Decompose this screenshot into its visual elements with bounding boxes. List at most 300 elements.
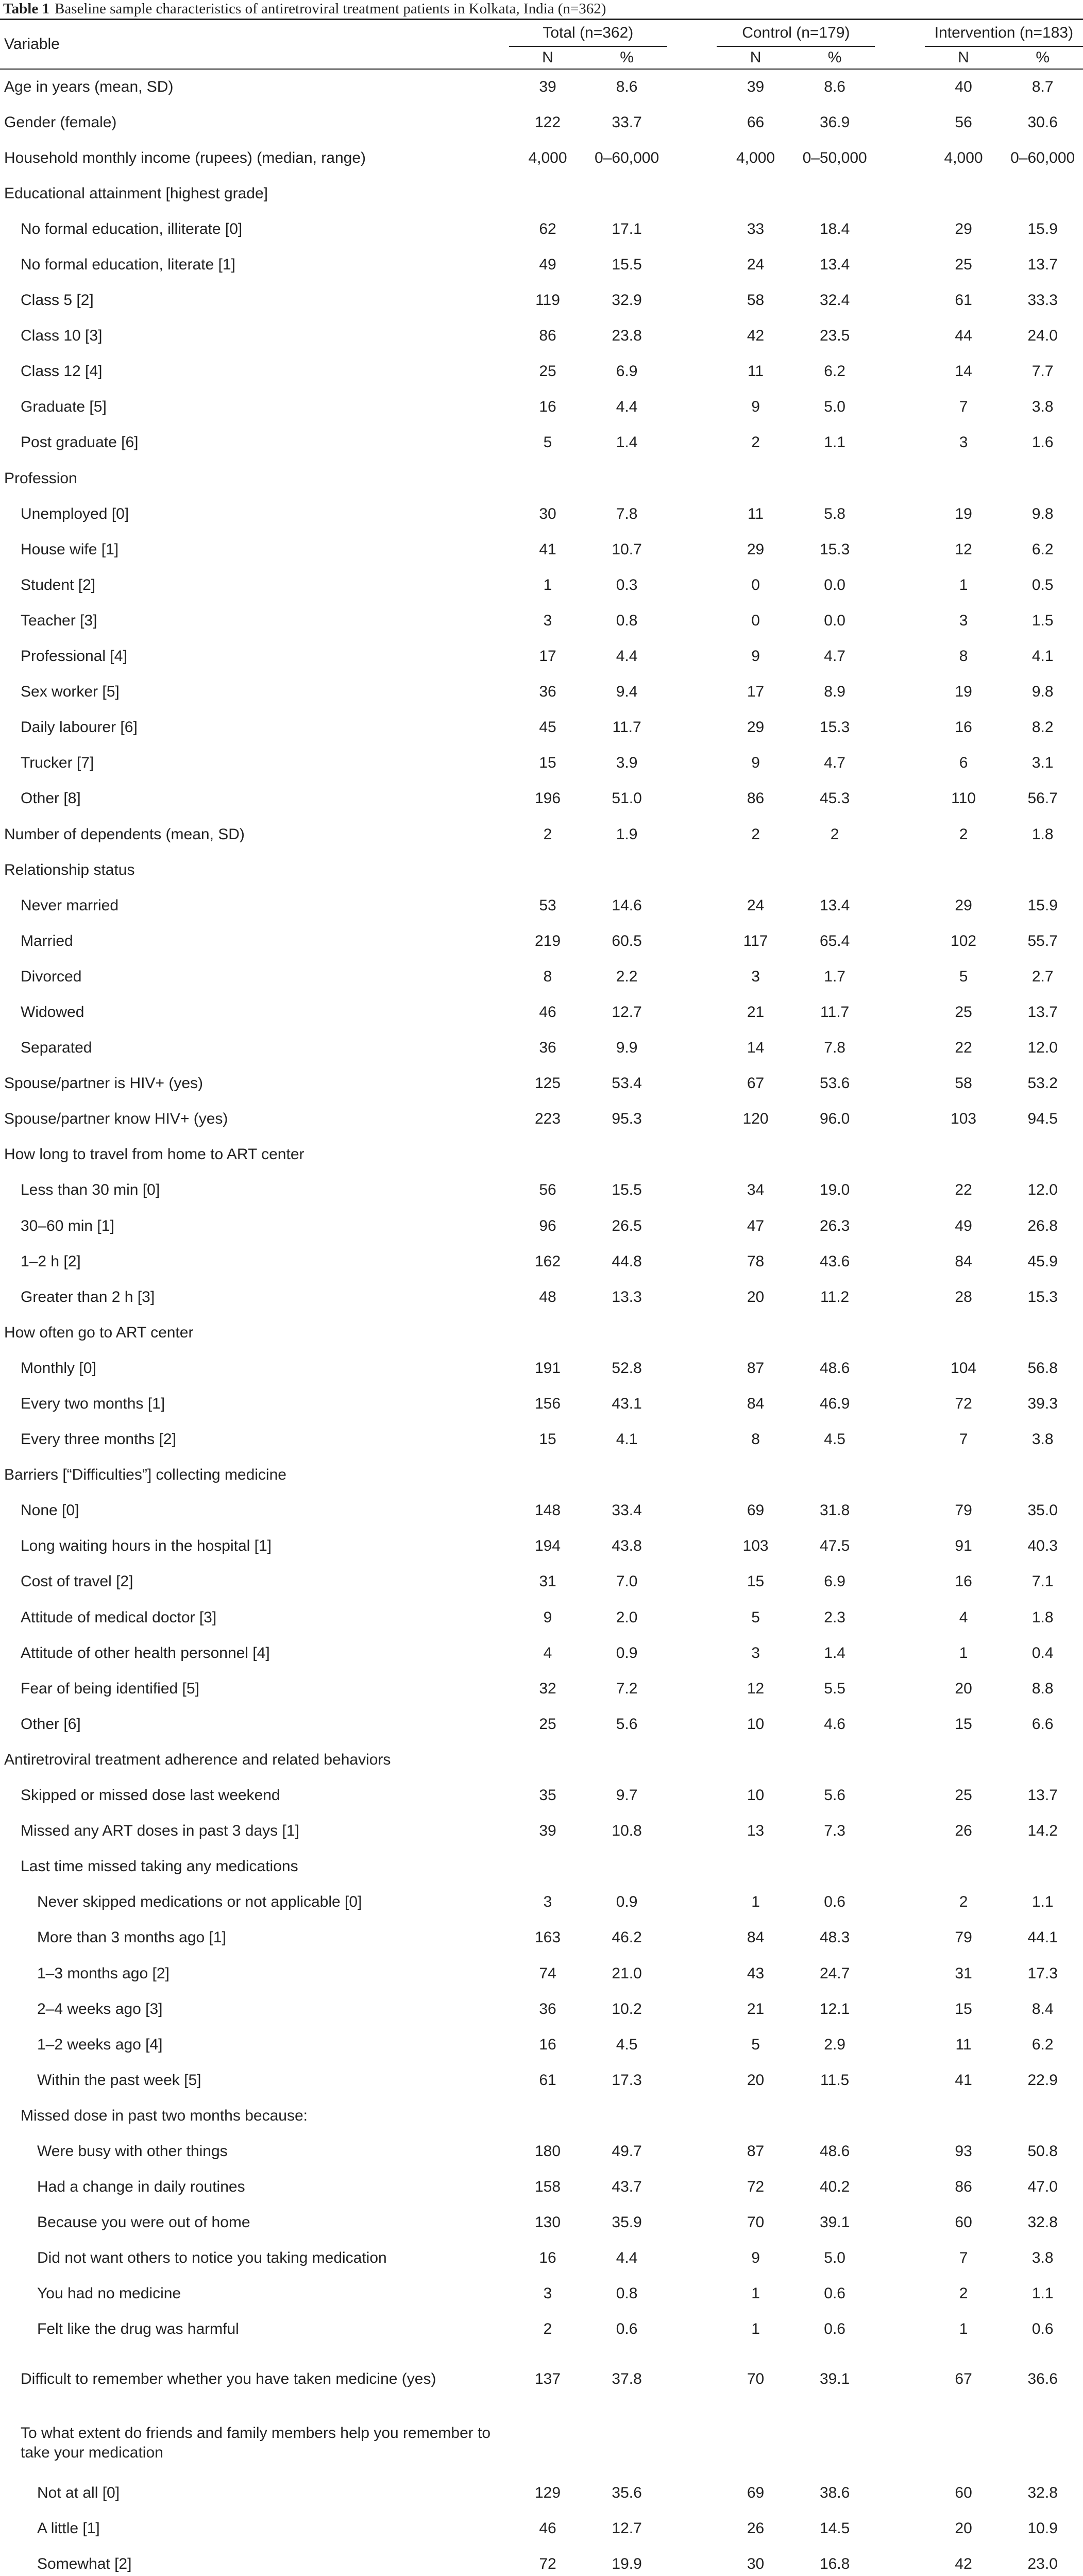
total-n-cell: 16 <box>539 2249 556 2267</box>
intervention-pct-cell: 17.3 <box>1027 1964 1058 1982</box>
intervention-pct-cell <box>1002 461 1083 496</box>
intervention-n-cell: 12 <box>955 540 972 558</box>
variable-label: Last time missed taking any medications <box>21 1858 298 1875</box>
intervention-n-cell <box>925 176 1003 211</box>
intervention-n-cell: 60 <box>955 2484 972 2501</box>
variable-label: Attitude of other health personnel [4] <box>21 1644 270 1662</box>
table-row <box>0 1778 1083 1814</box>
column-spacer <box>667 2062 717 2098</box>
column-spacer <box>667 1030 717 1066</box>
table-row <box>0 1208 1083 1244</box>
table-row <box>0 211 1083 247</box>
control-pct-cell: 2.9 <box>824 2036 845 2053</box>
total-pct-cell <box>586 2098 667 2133</box>
control-n-cell: 67 <box>747 1075 765 1092</box>
control-n-cell <box>717 1458 794 1493</box>
intervention-n-cell: 4 <box>959 1608 968 1626</box>
intervention-n-cell <box>925 852 1003 888</box>
intervention-n-cell: 42 <box>955 2555 972 2572</box>
column-spacer <box>667 1529 717 1564</box>
intervention-n-cell: 19 <box>955 683 972 701</box>
column-spacer <box>875 1386 924 1421</box>
intervention-pct-cell: 6.2 <box>1031 540 1054 558</box>
total-pct-cell: 12.7 <box>612 1003 642 1021</box>
control-n-cell: 24 <box>747 896 765 914</box>
column-spacer <box>667 2133 717 2169</box>
intervention-pct-cell: 13.7 <box>1027 256 1058 274</box>
variable-label: Relationship status <box>4 861 135 878</box>
intervention-n-cell: 2 <box>959 1893 968 1911</box>
intervention-n-cell <box>925 1315 1003 1350</box>
column-spacer <box>875 674 924 710</box>
table-row <box>0 2133 1083 2169</box>
intervention-pct-cell: 44.1 <box>1027 1929 1058 1946</box>
control-pct-cell: 8.6 <box>824 78 845 96</box>
table-row <box>0 1030 1083 1066</box>
column-spacer <box>667 674 717 710</box>
total-n-cell: 125 <box>534 1075 561 1092</box>
control-n-cell: 87 <box>747 1359 765 1377</box>
variable-column-header: Variable <box>0 20 509 70</box>
total-pct-cell: 43.7 <box>612 2178 642 2196</box>
total-pct-cell: 43.1 <box>612 1395 642 1413</box>
total-pct-cell: 33.4 <box>612 1502 642 1519</box>
column-spacer <box>667 710 717 745</box>
intervention-pct-cell: 55.7 <box>1027 932 1058 950</box>
column-spacer <box>667 1066 717 1101</box>
column-spacer <box>667 1849 717 1885</box>
control-pct-cell: 19.0 <box>819 1181 850 1199</box>
control-n-cell: 1 <box>751 2285 760 2302</box>
control-n-cell <box>717 2098 794 2133</box>
variable-label: Sex worker [5] <box>21 683 120 701</box>
control-n-cell: 9 <box>751 648 760 665</box>
total-pct-cell: 2.2 <box>616 968 638 985</box>
total-n-cell <box>509 1849 587 1885</box>
intervention-pct-cell: 1.8 <box>1031 825 1054 843</box>
total-pct-cell <box>586 176 667 211</box>
total-pct-cell: 9.9 <box>616 1039 638 1057</box>
table-header <box>0 20 1083 70</box>
variable-label: Graduate [5] <box>21 398 107 416</box>
table-row <box>0 1564 1083 1600</box>
column-spacer <box>875 994 924 1030</box>
intervention-pct-cell: 32.8 <box>1027 2214 1058 2231</box>
column-spacer <box>875 140 924 176</box>
total-pct-cell <box>586 2411 667 2475</box>
total-pct-cell: 3.9 <box>616 754 638 772</box>
column-spacer <box>875 176 924 211</box>
table-row <box>0 1849 1083 1885</box>
total-n-header: N <box>509 46 587 69</box>
column-spacer <box>667 1458 717 1493</box>
column-spacer <box>667 2312 717 2347</box>
variable-label: Somewhat [2] <box>37 2555 132 2572</box>
column-spacer <box>875 781 924 817</box>
variable-label: None [0] <box>21 1502 79 1519</box>
column-spacer <box>667 603 717 638</box>
control-pct-cell: 48.6 <box>819 1359 850 1377</box>
control-pct-cell: 1.7 <box>824 968 845 985</box>
total-pct-cell <box>586 1849 667 1885</box>
intervention-n-cell: 110 <box>951 790 976 807</box>
column-spacer <box>875 1350 924 1386</box>
control-pct-cell: 4.6 <box>824 1715 845 1733</box>
control-pct-cell: 5.5 <box>824 1680 845 1697</box>
total-pct-cell: 15.5 <box>612 256 642 274</box>
column-spacer <box>667 781 717 817</box>
header-spacer <box>875 20 924 47</box>
control-pct-cell: 11.5 <box>820 2071 850 2089</box>
column-spacer <box>667 745 717 781</box>
variable-label: Every three months [2] <box>21 1431 176 1448</box>
control-pct-cell: 6.9 <box>824 1573 845 1590</box>
variable-label: A little [1] <box>37 2519 100 2537</box>
control-n-cell: 12 <box>747 1680 765 1697</box>
column-spacer <box>875 211 924 247</box>
header-spacer <box>667 46 717 69</box>
table-row <box>0 176 1083 211</box>
column-spacer <box>667 1920 717 1956</box>
variable-label: Did not want others to notice you taking medication <box>37 2249 387 2267</box>
total-pct-cell: 37.8 <box>612 2370 642 2387</box>
control-n-cell <box>717 852 794 888</box>
intervention-n-cell <box>925 2411 1003 2475</box>
total-pct-cell: 35.9 <box>612 2214 642 2231</box>
total-n-cell: 2 <box>543 825 552 843</box>
column-spacer <box>875 425 924 461</box>
variable-label: Household monthly income (rupees) (median, range) <box>4 149 366 166</box>
control-n-cell: 0 <box>751 576 760 594</box>
total-pct-cell: 0.9 <box>616 1893 638 1911</box>
control-n-cell: 21 <box>747 2000 765 2018</box>
intervention-n-cell: 2 <box>959 2285 968 2302</box>
table-row <box>0 247 1083 282</box>
intervention-pct-cell: 15.3 <box>1027 1288 1058 1306</box>
table-row <box>0 1458 1083 1493</box>
column-spacer <box>875 710 924 745</box>
intervention-pct-cell <box>1002 1137 1083 1173</box>
total-pct-cell: 33.7 <box>612 113 642 131</box>
variable-label: Had a change in daily routines <box>37 2178 245 2196</box>
column-spacer <box>667 1315 717 1350</box>
intervention-pct-cell: 56.8 <box>1027 1359 1058 1377</box>
intervention-pct-cell: 9.8 <box>1031 683 1054 701</box>
column-spacer <box>667 2411 717 2475</box>
intervention-n-cell: 61 <box>955 292 972 309</box>
variable-label: Antiretroviral treatment adherence and related behaviors <box>4 1751 391 1768</box>
control-pct-cell: 11.7 <box>820 1003 850 1021</box>
control-n-cell: 13 <box>747 1822 765 1840</box>
table-row <box>0 2546 1083 2576</box>
control-pct-cell <box>794 852 875 888</box>
control-n-cell: 84 <box>747 1929 765 1946</box>
total-n-cell <box>509 176 587 211</box>
variable-label: Skipped or missed dose last weekend <box>21 1787 280 1804</box>
total-pct-cell: 4.5 <box>616 2036 638 2053</box>
intervention-pct-cell <box>1002 1742 1083 1777</box>
variable-label: Barriers [“Difficulties”] collecting medicine <box>4 1466 286 1484</box>
intervention-n-cell <box>925 1137 1003 1173</box>
control-pct-cell: 32.4 <box>819 292 850 309</box>
total-n-cell: 45 <box>539 719 556 736</box>
column-spacer <box>667 639 717 674</box>
column-spacer <box>875 1529 924 1564</box>
total-n-cell: 9 <box>543 1608 552 1626</box>
control-pct-cell: 2.3 <box>824 1608 845 1626</box>
column-spacer <box>667 105 717 140</box>
intervention-pct-cell: 45.9 <box>1027 1252 1058 1270</box>
intervention-n-cell: 49 <box>955 1217 972 1234</box>
total-pct-cell: 52.8 <box>612 1359 642 1377</box>
control-pct-cell: 5.6 <box>824 1787 845 1804</box>
intervention-n-cell: 25 <box>955 256 972 274</box>
control-pct-cell: 7.3 <box>824 1822 845 1840</box>
intervention-n-cell: 3 <box>959 612 968 629</box>
variable-label: Were busy with other things <box>37 2142 228 2160</box>
intervention-pct-cell: 7.1 <box>1031 1573 1054 1590</box>
variable-label: Difficult to remember whether you have taken medicine (yes) <box>21 2370 436 2387</box>
variable-label: Post graduate [6] <box>21 434 139 451</box>
table-row <box>0 354 1083 389</box>
intervention-pct-cell: 6.6 <box>1031 1715 1054 1733</box>
total-n-cell: 3 <box>543 612 552 629</box>
total-pct-cell: 49.7 <box>612 2142 642 2160</box>
intervention-pct-cell <box>1002 2098 1083 2133</box>
control-pct-cell <box>794 1315 875 1350</box>
column-spacer <box>875 852 924 888</box>
control-pct-cell: 36.9 <box>819 113 850 131</box>
intervention-pct-cell: 94.5 <box>1027 1110 1058 1128</box>
total-n-cell: 1 <box>543 576 552 594</box>
control-n-cell: 4,000 <box>736 149 775 166</box>
table-row <box>0 817 1083 852</box>
intervention-n-cell: 20 <box>955 2519 972 2537</box>
table-row <box>0 496 1083 532</box>
control-n-cell: 43 <box>747 1964 765 1982</box>
total-pct-cell: 46.2 <box>612 1929 642 1946</box>
intervention-n-cell: 25 <box>955 1003 972 1021</box>
table-row <box>0 1814 1083 1849</box>
total-n-cell: 158 <box>534 2178 561 2196</box>
control-n-cell: 120 <box>742 1110 769 1128</box>
variable-label: No formal education, illiterate [0] <box>21 220 243 238</box>
column-spacer <box>875 2312 924 2347</box>
header-spacer <box>667 20 717 47</box>
variable-label: Profession <box>4 469 77 487</box>
intervention-n-cell: 22 <box>955 1181 972 1199</box>
intervention-pct-cell: 1.6 <box>1031 434 1054 451</box>
variable-label: House wife [1] <box>21 540 119 558</box>
intervention-n-cell: 2 <box>959 825 968 843</box>
intervention-pct-cell: 1.5 <box>1031 612 1054 629</box>
total-n-cell: 36 <box>539 683 556 701</box>
total-n-cell: 194 <box>534 1537 561 1555</box>
control-n-cell: 69 <box>747 1502 765 1519</box>
table-row <box>0 1991 1083 2027</box>
table-row <box>0 888 1083 923</box>
variable-label: Number of dependents (mean, SD) <box>4 825 245 843</box>
column-spacer <box>875 2098 924 2133</box>
table-row <box>0 1315 1083 1350</box>
column-spacer <box>667 2170 717 2205</box>
variable-label: Spouse/partner is HIV+ (yes) <box>4 1075 204 1092</box>
variable-label: Class 5 [2] <box>21 292 94 309</box>
total-pct-cell: 21.0 <box>612 1964 642 1982</box>
total-n-cell: 122 <box>534 113 561 131</box>
intervention-pct-cell: 1.1 <box>1031 2285 1054 2302</box>
variable-label: Within the past week [5] <box>37 2071 201 2089</box>
total-pct-cell: 19.9 <box>612 2555 642 2572</box>
intervention-n-cell <box>925 1742 1003 1777</box>
column-spacer <box>875 603 924 638</box>
intervention-n-cell: 41 <box>955 2071 972 2089</box>
column-spacer <box>667 1244 717 1279</box>
table-row <box>0 2312 1083 2347</box>
total-pct-cell <box>586 1458 667 1493</box>
total-pct-cell: 12.7 <box>612 2519 642 2537</box>
total-pct-cell: 10.8 <box>612 1822 642 1840</box>
total-pct-cell: 0.8 <box>616 612 638 629</box>
intervention-pct-cell: 8.2 <box>1031 719 1054 736</box>
total-n-cell: 56 <box>539 1181 556 1199</box>
control-pct-cell: 38.6 <box>819 2484 850 2501</box>
total-pct-cell: 4.4 <box>616 398 638 416</box>
control-pct-cell: 13.4 <box>819 896 850 914</box>
control-n-cell: 8 <box>751 1431 760 1448</box>
variable-label: Divorced <box>21 968 82 985</box>
total-pct-cell: 14.6 <box>612 896 642 914</box>
intervention-pct-cell: 26.8 <box>1027 1217 1058 1234</box>
total-n-cell <box>509 2098 587 2133</box>
table-row <box>0 105 1083 140</box>
total-pct-cell: 8.6 <box>616 78 638 96</box>
intervention-n-cell: 29 <box>955 220 972 238</box>
total-n-cell <box>509 1137 587 1173</box>
column-spacer <box>875 745 924 781</box>
variable-label: Separated <box>21 1039 92 1057</box>
control-n-cell: 0 <box>751 612 760 629</box>
control-n-cell: 3 <box>751 968 760 985</box>
column-spacer <box>875 1671 924 1706</box>
control-n-cell: 47 <box>747 1217 765 1234</box>
intervention-pct-cell: 32.8 <box>1027 2484 1058 2501</box>
control-pct-cell: 53.6 <box>819 1075 850 1092</box>
intervention-pct-cell: 4.1 <box>1031 648 1054 665</box>
column-spacer <box>875 354 924 389</box>
table-row <box>0 1066 1083 1101</box>
control-pct-cell: 31.8 <box>819 1502 850 1519</box>
intervention-n-cell: 103 <box>951 1110 977 1128</box>
control-n-cell: 10 <box>747 1787 765 1804</box>
column-spacer <box>875 1706 924 1742</box>
column-spacer <box>667 247 717 282</box>
variable-label: Spouse/partner know HIV+ (yes) <box>4 1110 228 1128</box>
total-n-cell <box>509 1458 587 1493</box>
intervention-n-cell: 28 <box>955 1288 972 1306</box>
column-spacer <box>667 1956 717 1991</box>
table-caption-label: Table 1 <box>3 1 49 17</box>
variable-label: Cost of travel [2] <box>21 1573 133 1590</box>
total-n-cell: 4,000 <box>528 149 567 166</box>
table-row <box>0 1885 1083 1920</box>
total-pct-cell: 4.1 <box>616 1431 638 1448</box>
total-pct-cell: 26.5 <box>612 1217 642 1234</box>
column-spacer <box>667 2205 717 2241</box>
column-spacer <box>875 2205 924 2241</box>
column-spacer <box>875 1244 924 1279</box>
column-spacer <box>667 1600 717 1635</box>
control-n-cell <box>717 176 794 211</box>
total-pct-cell: 43.8 <box>612 1537 642 1555</box>
table-row <box>0 2062 1083 2098</box>
intervention-n-cell: 60 <box>955 2214 972 2231</box>
intervention-pct-cell: 0.6 <box>1031 2320 1054 2338</box>
table-row <box>0 1600 1083 1635</box>
total-pct-cell: 4.4 <box>616 2249 638 2267</box>
control-n-cell: 84 <box>747 1395 765 1413</box>
table-row <box>0 639 1083 674</box>
total-pct-cell: 1.4 <box>616 434 638 451</box>
total-pct-cell: 0.3 <box>616 576 638 594</box>
column-spacer <box>875 247 924 282</box>
total-n-cell: 219 <box>534 932 561 950</box>
table-row <box>0 1386 1083 1421</box>
column-spacer <box>667 2027 717 2062</box>
intervention-n-cell: 1 <box>959 2320 968 2338</box>
variable-label: Other [6] <box>21 1715 81 1733</box>
column-spacer <box>667 852 717 888</box>
table-row <box>0 674 1083 710</box>
intervention-pct-cell <box>1002 2411 1083 2475</box>
variable-label: Unemployed [0] <box>21 505 129 522</box>
column-spacer <box>875 2133 924 2169</box>
table-row <box>0 710 1083 745</box>
column-spacer <box>667 2546 717 2576</box>
column-spacer <box>875 1956 924 1991</box>
intervention-pct-cell: 39.3 <box>1027 1395 1058 1413</box>
control-pct-cell: 39.1 <box>819 2214 850 2231</box>
total-n-cell: 191 <box>534 1359 561 1377</box>
intervention-pct-cell: 1.8 <box>1031 1608 1054 1626</box>
column-spacer <box>875 461 924 496</box>
column-spacer <box>875 69 924 105</box>
variable-label: Educational attainment [highest grade] <box>4 184 268 202</box>
table-row <box>0 2347 1083 2411</box>
variable-label: Attitude of medical doctor [3] <box>21 1608 217 1626</box>
intervention-n-cell: 40 <box>955 78 972 96</box>
control-pct-cell <box>794 2098 875 2133</box>
intervention-pct-cell <box>1002 1315 1083 1350</box>
intervention-pct-cell: 33.3 <box>1027 292 1058 309</box>
total-n-cell: 163 <box>534 1929 561 1946</box>
intervention-pct-cell: 30.6 <box>1027 113 1058 131</box>
total-n-cell: 137 <box>534 2370 561 2387</box>
control-pct-cell: 47.5 <box>819 1537 850 1555</box>
total-pct-cell: 60.5 <box>612 932 642 950</box>
total-pct-cell: 11.7 <box>612 719 641 736</box>
column-spacer <box>875 923 924 959</box>
control-pct-cell: 0.0 <box>824 576 845 594</box>
column-spacer <box>667 1422 717 1458</box>
intervention-n-cell: 22 <box>955 1039 972 1057</box>
control-n-cell: 72 <box>747 2178 765 2196</box>
total-n-cell: 16 <box>539 398 556 416</box>
column-spacer <box>667 425 717 461</box>
control-pct-cell: 11.2 <box>820 1288 850 1306</box>
intervention-pct-cell: 53.2 <box>1027 1075 1058 1092</box>
total-pct-cell: 0–60,000 <box>595 149 659 166</box>
